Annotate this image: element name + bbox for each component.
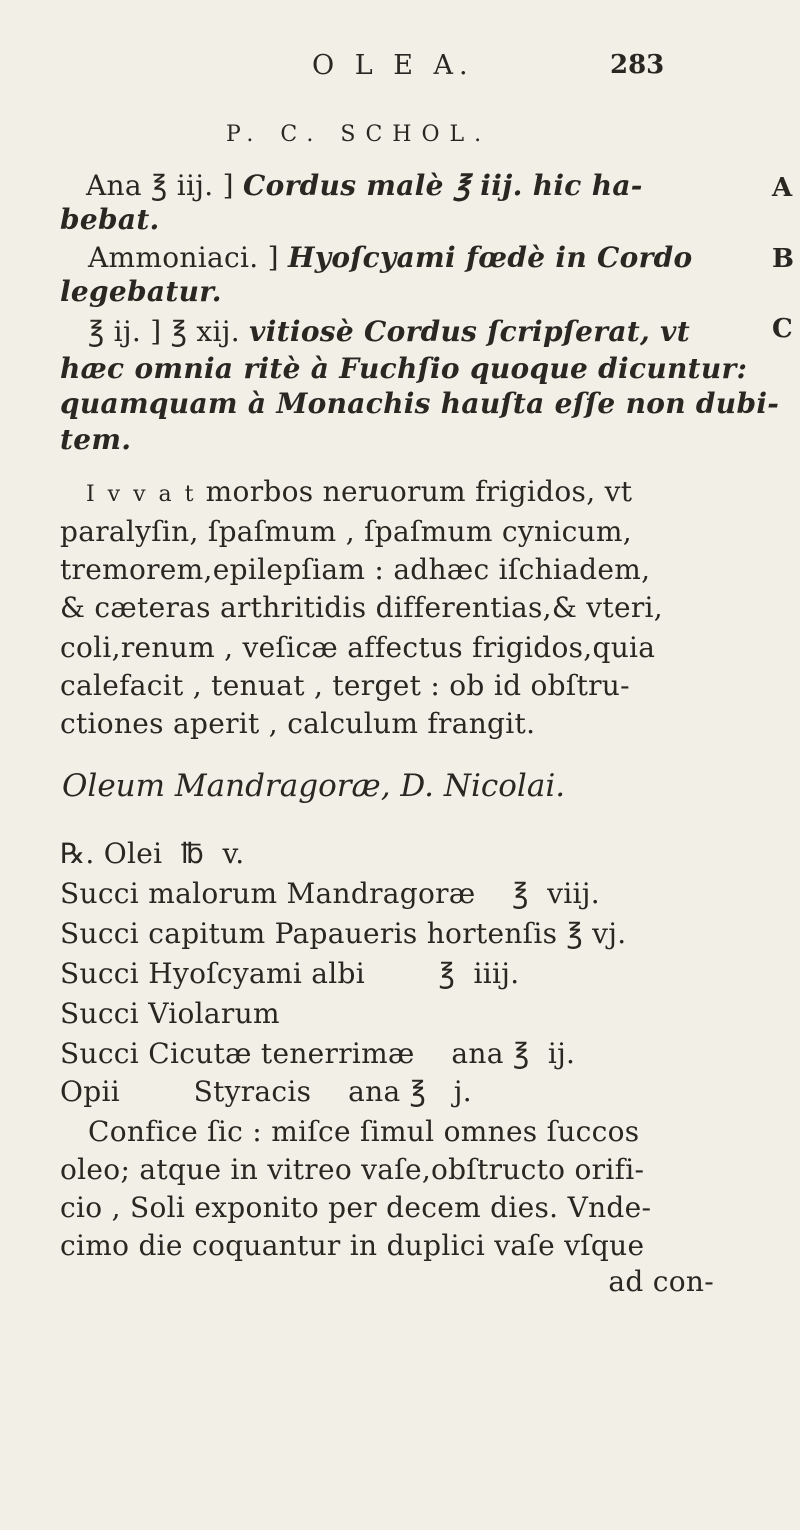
direction-line: oleo; atque in vitreo vaſe,obſtructo orifi-	[60, 1153, 645, 1186]
direction-line: Confice ſic : miſce ſimul omnes ſuccos	[88, 1115, 640, 1148]
ingredient-line: Succi Hyoſcyami albi ℥ iiij.	[60, 957, 520, 990]
scholia-line: bebat.	[60, 203, 160, 236]
body-line: I v v a t morbos neruorum frigidos, vt	[86, 475, 633, 508]
body-line: calefacit , tenuat , terget : ob id obſtru-	[60, 669, 630, 702]
page-number: 283	[610, 50, 665, 80]
direction-line: cimo die coquantur in duplici vaſe vſque	[60, 1229, 645, 1262]
running-title: O L E A.	[312, 50, 474, 81]
ingredient-line: Opii Styracis ana ℥ j.	[60, 1075, 472, 1108]
scholia-line: quamquam à Monachis hauſta eſſe non dubi-	[60, 387, 780, 420]
margin-letter-a: A	[772, 173, 793, 203]
body-line: coli,renum , veſicæ affectus frigidos,quia	[60, 631, 656, 664]
body-line: & cæteras arthritidis differentias,& vteri,	[60, 591, 663, 624]
margin-letter-c: C	[772, 314, 793, 344]
scholia-line: Ana ℥ iij. ] Cordus malè ℥ iij. hic ha-	[86, 169, 643, 202]
recipe-heading: Oleum Mandragoræ, D. Nicolai.	[62, 768, 566, 804]
body-line: tremorem,epilepſiam : adhæc iſchiadem,	[60, 553, 651, 586]
scholia-line: tem.	[60, 423, 132, 456]
ingredient-line: Succi Cicutæ tenerrimæ ana ℥ ij.	[60, 1037, 576, 1070]
margin-letter-b: B	[772, 244, 794, 274]
scholia-line: legebatur.	[60, 275, 222, 308]
ingredient-line: Succi capitum Papaueris hortenſis ℥ vj.	[60, 917, 627, 950]
catchword: ad con-	[608, 1265, 714, 1298]
section-heading: P. C. SCHOL.	[226, 122, 492, 147]
body-line: paralyſin, ſpaſmum , ſpaſmum cynicum,	[60, 515, 632, 548]
scholia-line: Ammoniaci. ] Hyoſcyami fœdè in Cordo	[88, 241, 693, 274]
ingredient-line: Succi Violarum	[60, 997, 280, 1030]
body-line: ctiones aperit , calculum frangit.	[60, 707, 536, 740]
ingredient-line: ℞. Olei ℔ v.	[60, 837, 245, 870]
direction-line: cio , Soli exponito per decem dies. Vnde-	[60, 1191, 652, 1224]
scholia-line: ℥ ij. ] ℥ xij. vitiosè Cordus ſcripſerat, vt	[88, 315, 690, 348]
scholia-line: hæc omnia ritè à Fuchſio quoque dicuntur:	[60, 352, 748, 385]
ingredient-line: Succi malorum Mandragoræ ℥ viij.	[60, 877, 600, 910]
